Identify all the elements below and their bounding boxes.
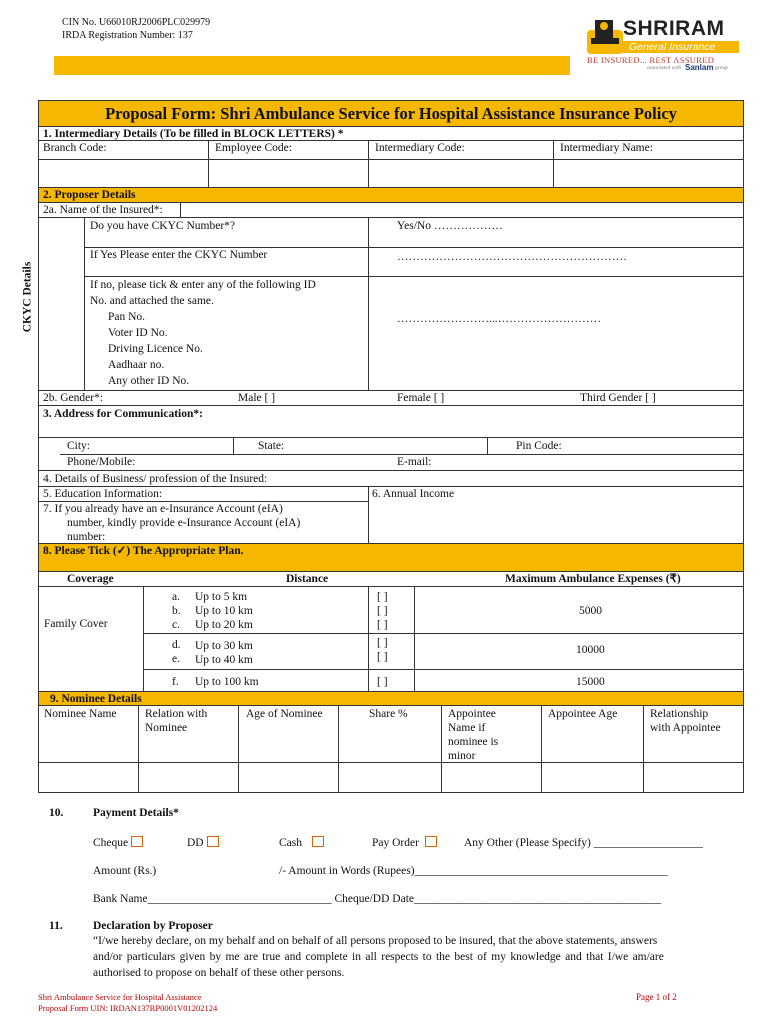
declaration-line2: and/or particulars given by me are true and complete in all respects to the best of my knowledge and that I/we am/are — [93, 951, 664, 963]
nominee-share-input[interactable] — [341, 765, 438, 791]
payment-other-field[interactable]: Any Other (Please Specify) ___________________ — [464, 837, 703, 849]
declaration-line1: “I/we hereby declare, on my behalf and on behalf of all persons proposed to be insured, that the above statements, answers — [93, 935, 658, 947]
nominee-share-header: Share % — [369, 708, 408, 720]
section7-line1: 7. If you already have an e-Insurance Account (eIA) — [43, 503, 283, 515]
plan-letter: c. — [172, 619, 180, 631]
section1-heading: 1. Intermediary Details (To be filled in BLOCK LETTERS) * — [43, 128, 344, 140]
plan-letter: e. — [172, 653, 180, 665]
cash-checkbox[interactable] — [312, 836, 324, 847]
section7-line3: number: — [67, 531, 106, 543]
ckyc-ifno-line1: If no, please tick & enter any of the following ID — [90, 279, 316, 291]
amount-words-field[interactable]: /- Amount in Words (Rupees)____________________________________________ — [279, 865, 668, 877]
irda-number: IRDA Registration Number: 137 — [62, 30, 193, 41]
payment-cash-option[interactable] — [279, 836, 324, 850]
payment-cheque-option[interactable] — [93, 836, 143, 850]
plan-a-checkbox[interactable]: [ ] — [377, 591, 388, 603]
plan-f-checkbox[interactable]: [ ] — [377, 676, 388, 688]
section6-income: 6. Annual Income — [372, 488, 455, 500]
payment-payorder-label: Pay Order — [372, 837, 419, 849]
plan-b-checkbox[interactable]: [ ] — [377, 605, 388, 617]
id-option-driving[interactable]: Driving Licence No. — [108, 343, 203, 355]
email-label: E-mail: — [397, 456, 432, 468]
section8-heading: 8. Please Tick (✓) The Appropriate Plan. — [43, 545, 244, 557]
gender-female-option[interactable]: Female [ ] — [397, 392, 445, 404]
section4-business: 4. Details of Business/ profession of the Insured: — [43, 473, 268, 485]
payment-dd-label: DD — [187, 837, 204, 849]
plan-amount: 10000 — [576, 644, 605, 656]
ckyc-ifyes-label: If Yes Please enter the CKYC Number — [90, 249, 268, 261]
nominee-age-input[interactable] — [241, 765, 335, 791]
insured-name-input[interactable] — [180, 203, 740, 217]
distance-col-header: Distance — [286, 573, 329, 585]
id-option-other[interactable]: Any other ID No. — [108, 375, 190, 387]
intermediary-code-input[interactable] — [372, 162, 550, 184]
id-option-pan[interactable]: Pan No. — [108, 311, 146, 323]
section11-number: 11. — [49, 920, 63, 932]
branch-code-input[interactable] — [43, 162, 206, 184]
payorder-checkbox[interactable] — [425, 836, 437, 847]
plan-c-checkbox[interactable]: [ ] — [377, 619, 388, 631]
footer-product-name: Shri Ambulance Service for Hospital Assistance — [38, 992, 202, 1002]
appointee-age-header: Appointee Age — [548, 708, 618, 720]
section7-line2: number, kindly provide e-Insurance Account (eIA) — [67, 517, 301, 529]
id-number-field[interactable]: ……………………...……………………… — [397, 313, 602, 325]
pincode-label: Pin Code: — [516, 440, 562, 452]
phone-label: Phone/Mobile: — [67, 456, 136, 468]
footer-uin: Proposal Form UIN: IRDAN137RP0001V01202124 — [38, 1003, 218, 1013]
section5-education: 5. Education Information: — [43, 488, 163, 500]
gender-third-option[interactable]: Third Gender [ ] — [580, 392, 656, 404]
plan-distance: Up to 20 km — [195, 619, 253, 631]
city-label: City: — [67, 440, 91, 452]
id-option-aadhaar[interactable]: Aadhaar no. — [108, 359, 165, 371]
amount-label: Amount (Rs.) — [93, 865, 157, 877]
payment-cheque-label: Cheque — [93, 837, 129, 849]
plan-d-checkbox[interactable]: [ ] — [377, 637, 388, 649]
appointee-relationship-input[interactable] — [646, 765, 741, 791]
plan-e-checkbox[interactable]: [ ] — [377, 651, 388, 663]
dd-checkbox[interactable] — [207, 836, 219, 847]
state-label: State: — [258, 440, 285, 452]
employee-code-input[interactable] — [212, 162, 365, 184]
nominee-name-input[interactable] — [41, 765, 135, 791]
nominee-age-header: Age of Nominee — [246, 708, 323, 720]
plan-letter: f. — [172, 676, 179, 688]
section11-heading: Declaration by Proposer — [93, 920, 213, 932]
company-logo: SHRIRAM General Insurance BE INSURED... REST ASSURED associated with Sanlam group — [585, 14, 740, 74]
plan-letter: b. — [172, 605, 181, 617]
plan-amount: 15000 — [576, 676, 605, 688]
gender-label: 2b. Gender*: — [43, 392, 104, 404]
plan-amount: 5000 — [579, 605, 602, 617]
plan-distance: Up to 30 km — [195, 640, 253, 652]
cin-number: CIN No. U66010RJ2006PLC029979 — [62, 17, 211, 28]
nominee-relation-input[interactable] — [141, 765, 235, 791]
section10-heading: Payment Details* — [93, 807, 179, 819]
gender-male-option[interactable]: Male [ ] — [238, 392, 276, 404]
intermediary-code-label: Intermediary Code: — [375, 142, 465, 154]
form-title: Proposal Form: Shri Ambulance Service for Hospital Assistance Insurance Policy — [105, 104, 677, 123]
section10-number: 10. — [49, 807, 64, 819]
payment-dd-option[interactable] — [187, 836, 219, 850]
ckyc-number-field[interactable]: …………………………………………………… — [397, 251, 627, 263]
coverage-col-header: Coverage — [67, 573, 114, 585]
plan-distance: Up to 10 km — [195, 605, 253, 617]
plan-distance: Up to 5 km — [195, 591, 248, 603]
ckyc-yes-no-field[interactable]: Yes/No ……………… — [397, 220, 503, 232]
section3-heading: 3. Address for Communication*: — [43, 408, 203, 420]
insured-name-label: 2a. Name of the Insured*: — [43, 204, 163, 216]
id-option-voter[interactable]: Voter ID No. — [108, 327, 168, 339]
plan-letter: a. — [172, 591, 180, 603]
employee-code-label: Employee Code: — [215, 142, 292, 154]
plan-distance: Up to 40 km — [195, 654, 253, 666]
ckyc-ifno-line2: No. and attached the same. — [90, 295, 214, 307]
appointee-age-input[interactable] — [544, 765, 640, 791]
logo-emblem-icon — [585, 16, 625, 56]
appointee-name-input[interactable] — [444, 765, 538, 791]
payment-cash-label: Cash — [279, 837, 302, 849]
max-expense-col-header: Maximum Ambulance Expenses (₹) — [505, 573, 681, 585]
family-cover-label: Family Cover — [44, 618, 108, 630]
bank-cheque-date-field[interactable]: Bank Name________________________________ Cheque/DD Date___________________________________________ — [93, 893, 662, 905]
plan-distance: Up to 100 km — [195, 676, 259, 688]
branch-code-label: Branch Code: — [43, 142, 107, 154]
declaration-line3: authorised to propose on behalf of these other persons. — [93, 967, 345, 979]
address-input[interactable] — [60, 421, 740, 436]
intermediary-name-label: Intermediary Name: — [560, 142, 653, 154]
payment-payorder-option[interactable] — [372, 836, 437, 850]
nominee-relation-header: Relation with Nominee — [145, 708, 208, 734]
appointee-name-header: Appointee Name if nominee is minor — [448, 708, 499, 762]
header-yellow-bar — [54, 56, 570, 75]
section2-heading: 2. Proposer Details — [43, 189, 136, 201]
intermediary-name-input[interactable] — [557, 162, 741, 184]
nominee-name-header: Nominee Name — [44, 708, 117, 720]
ckyc-question: Do you have CKYC Number*? — [90, 220, 236, 232]
cheque-checkbox[interactable] — [131, 836, 143, 847]
ckyc-side-label: CKYC Details — [21, 261, 34, 333]
appointee-relationship-header: Relationship with Appointee — [650, 708, 721, 734]
section9-heading: 9. Nominee Details — [50, 693, 142, 705]
footer-page-number: Page 1 of 2 — [636, 992, 677, 1002]
plan-letter: d. — [172, 639, 181, 651]
